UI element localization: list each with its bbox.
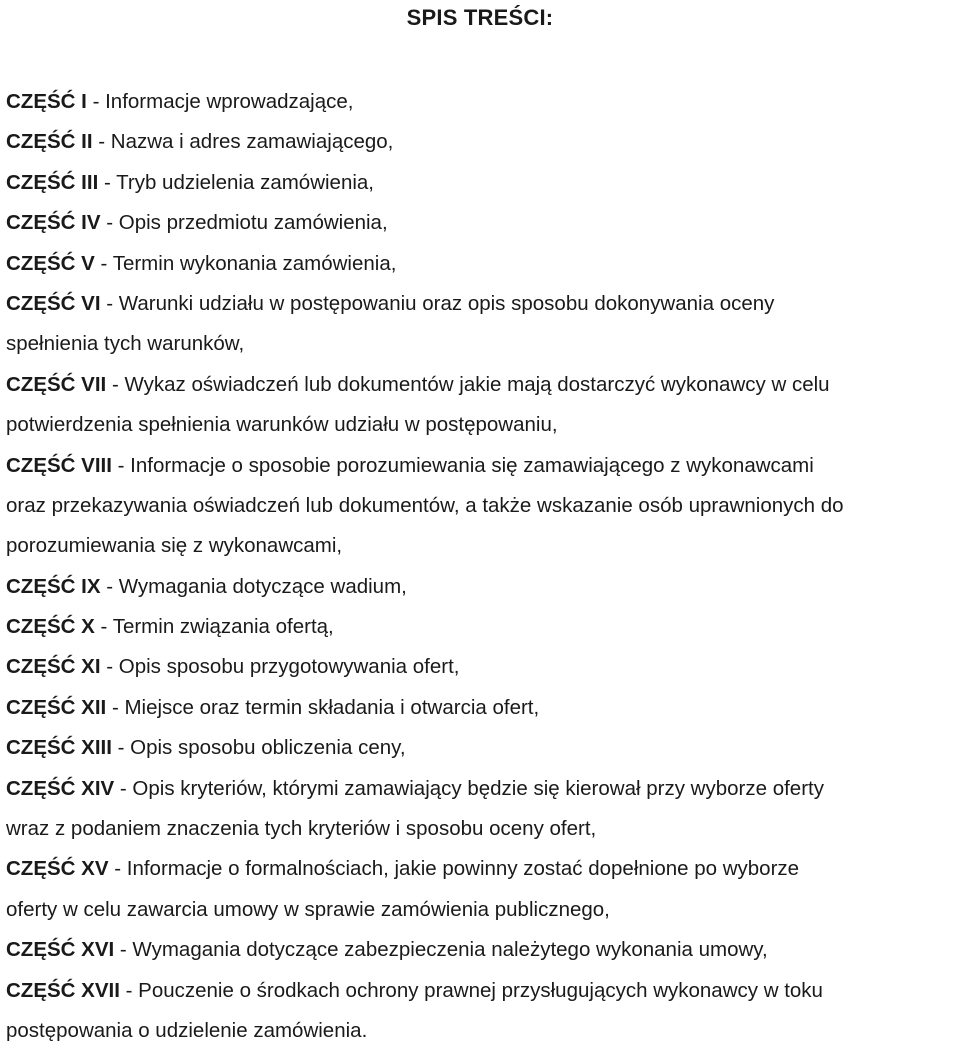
part-description: - Wykaz oświadczeń lub dokumentów jakie mają dostarczyć wykonawcy w celu bbox=[106, 372, 830, 396]
toc-line bbox=[6, 769, 958, 809]
toc-line-continuation bbox=[6, 405, 958, 445]
toc-line bbox=[6, 688, 958, 728]
part-description: postępowania o udzielenie zamówienia. bbox=[6, 1018, 368, 1042]
toc-line-continuation bbox=[6, 324, 958, 364]
part-description: - Opis przedmiotu zamówienia, bbox=[100, 211, 388, 235]
part-description: - Informacje o formalnościach, jakie powinny zostać dopełnione po wyborze bbox=[108, 857, 800, 881]
toc-line-continuation bbox=[6, 486, 958, 526]
part-label: CZĘŚĆ I bbox=[6, 90, 87, 113]
part-label: CZĘŚĆ XV bbox=[6, 857, 109, 881]
part-label: CZĘŚĆ X bbox=[6, 615, 95, 639]
toc-line bbox=[6, 365, 958, 405]
toc-line bbox=[6, 567, 958, 607]
part-label: CZĘŚĆ XI bbox=[6, 655, 101, 679]
part-description: - Informacje wprowadzające, bbox=[86, 90, 354, 113]
toc-line bbox=[6, 849, 958, 889]
part-description: - Termin wykonania zamówienia, bbox=[94, 251, 397, 275]
part-label: CZĘŚĆ VI bbox=[6, 291, 101, 315]
part-label: CZĘŚĆ XVI bbox=[6, 938, 115, 962]
part-label: CZĘŚĆ VII bbox=[6, 372, 107, 396]
part-label: CZĘŚĆ XVII bbox=[6, 978, 120, 1002]
part-description: - Pouczenie o środkach ochrony prawnej przysługujących wykonawcy w toku bbox=[119, 978, 823, 1002]
part-description: - Nazwa i adres zamawiającego, bbox=[92, 130, 394, 154]
toc-line bbox=[6, 244, 958, 284]
part-description: - Warunki udziału w postępowaniu oraz opis sposobu dokonywania oceny bbox=[100, 291, 775, 315]
toc-line bbox=[6, 930, 958, 970]
toc-line bbox=[6, 284, 958, 324]
part-label: CZĘŚĆ XIII bbox=[6, 736, 112, 760]
toc-line-continuation bbox=[6, 890, 958, 930]
toc-line-continuation bbox=[6, 1011, 958, 1051]
toc-line bbox=[6, 446, 958, 486]
part-description: - Opis sposobu przygotowywania ofert, bbox=[100, 655, 460, 679]
part-description: - Opis sposobu obliczenia ceny, bbox=[111, 736, 406, 760]
toc-line bbox=[6, 728, 958, 768]
part-description: - Opis kryteriów, którymi zamawiający będzie się kierował przy wyborze oferty bbox=[114, 776, 824, 800]
part-description: oraz przekazywania oświadczeń lub dokumentów, a także wskazanie osób uprawnionych do bbox=[6, 493, 844, 517]
part-label: CZĘŚĆ V bbox=[6, 251, 95, 275]
part-description: wraz z podaniem znaczenia tych kryteriów i sposobu oceny ofert, bbox=[6, 817, 597, 841]
toc-line bbox=[6, 163, 958, 203]
part-label: CZĘŚĆ XII bbox=[6, 695, 107, 719]
toc-line bbox=[6, 122, 958, 162]
part-description: - Miejsce oraz termin składania i otwarcia ofert, bbox=[106, 695, 540, 719]
page-title: SPIS TREŚCI: bbox=[406, 5, 554, 30]
part-label: CZĘŚĆ III bbox=[6, 170, 99, 194]
part-label: CZĘŚĆ VIII bbox=[6, 453, 112, 477]
part-description: - Wymagania dotyczące zabezpieczenia należytego wykonania umowy, bbox=[114, 938, 768, 962]
toc-line bbox=[6, 82, 958, 122]
part-label: CZĘŚĆ IX bbox=[6, 574, 101, 598]
part-description: - Termin związania ofertą, bbox=[94, 615, 334, 639]
table-of-contents bbox=[6, 82, 958, 1051]
part-description: - Informacje o sposobie porozumiewania się zamawiającego z wykonawcami bbox=[111, 453, 814, 477]
toc-line bbox=[6, 647, 958, 687]
part-description: potwierdzenia spełnienia warunków udziału w postępowaniu, bbox=[6, 413, 558, 437]
part-description: - Wymagania dotyczące wadium, bbox=[100, 574, 407, 598]
part-description: porozumiewania się z wykonawcami, bbox=[6, 534, 343, 558]
toc-line-continuation bbox=[6, 809, 958, 849]
part-label: CZĘŚĆ XIV bbox=[6, 776, 115, 800]
toc-line bbox=[6, 971, 958, 1011]
toc-line-continuation bbox=[6, 526, 958, 566]
toc-line bbox=[6, 203, 958, 243]
part-description: oferty w celu zawarcia umowy w sprawie zamówienia publicznego, bbox=[6, 897, 610, 921]
part-description: - Tryb udzielenia zamówienia, bbox=[98, 170, 375, 194]
toc-line bbox=[6, 607, 958, 647]
part-label: CZĘŚĆ II bbox=[6, 130, 93, 154]
part-description: spełnienia tych warunków, bbox=[6, 332, 245, 356]
part-label: CZĘŚĆ IV bbox=[6, 211, 101, 235]
